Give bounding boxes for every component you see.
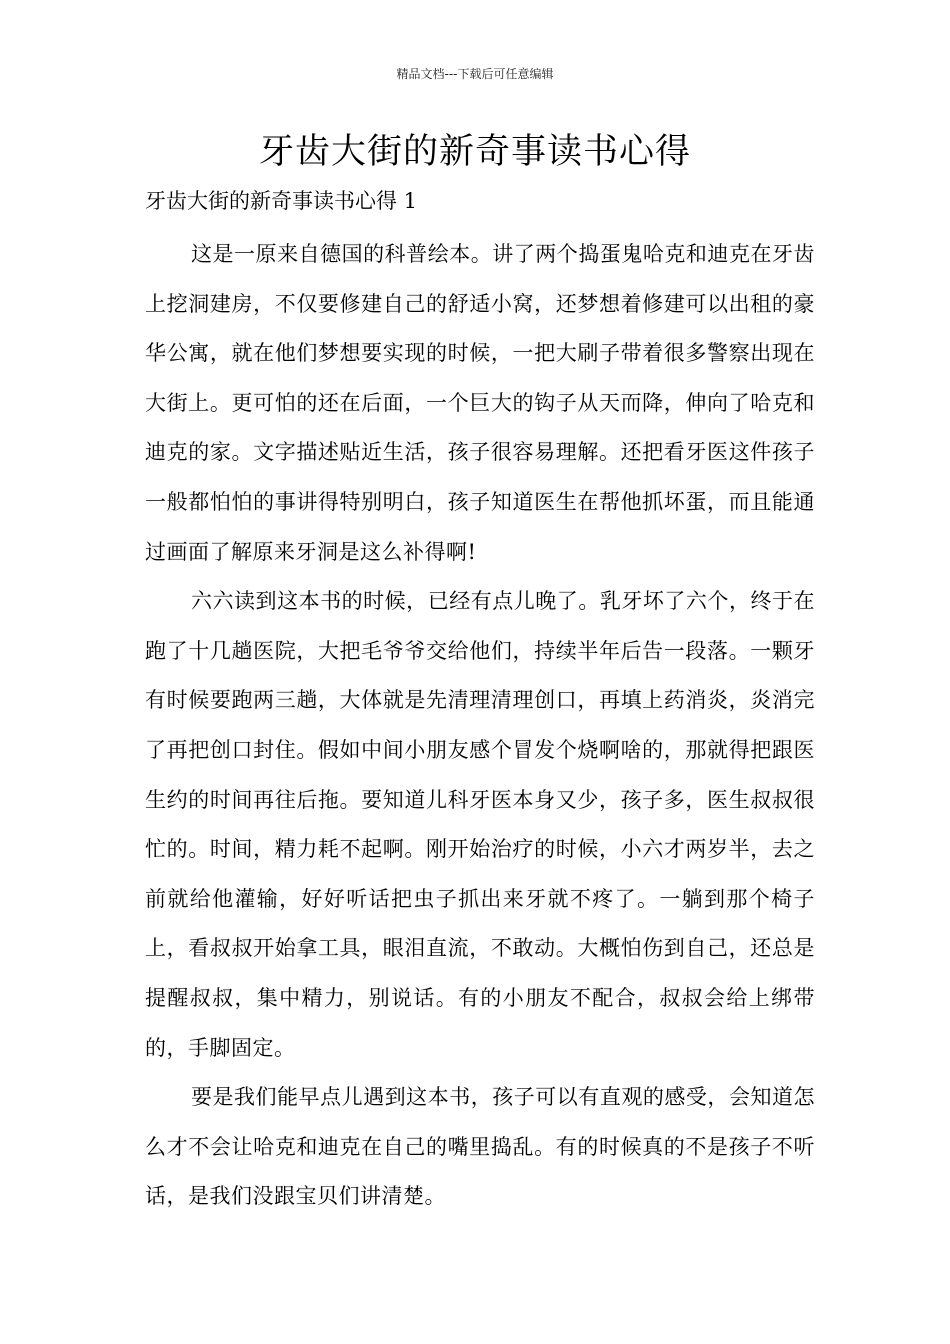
document-title: 牙齿大街的新奇事读书心得 xyxy=(258,132,691,172)
section-heading: 牙齿大街的新奇事读书心得 1 xyxy=(145,189,418,213)
body-text xyxy=(145,230,815,1222)
paragraph-1: 这是一原来自德国的科普绘本。讲了两个捣蛋鬼哈克和迪克在牙齿上挖洞建房，不仅要修建自己的舒适小窝，还梦想着修建可以出租的豪华公寓，就在他们梦想要实现的时候，一把大刷子带着很多警察出现在大街上。更可怕的还在后面，一个巨大的钩子从天而降，伸向了哈克和迪克的家。文字描述贴近生活，孩子很容易理解。还把看牙医这件孩子一般都怕怕的事讲得特别明白，孩子知道医生在帮他抓坏蛋，而且能通过画面了解原来牙洞是这么补得啊! xyxy=(145,242,815,564)
paragraph-3: 要是我们能早点儿遇到这本书，孩子可以有直观的感受，会知道怎么才不会让哈克和迪克在自己的嘴里捣乱。有的时候真的不是孩子不听话，是我们没跟宝贝们讲清楚。 xyxy=(145,1085,815,1209)
paragraph-2: 六六读到这本书的时候，已经有点儿晚了。乳牙坏了六个，终于在跑了十几趟医院，大把毛爷爷交给他们，持续半年后告一段落。一颗牙有时候要跑两三趟，大体就是先清理清理创口，再填上药消炎，炎消完了再把创口封住。假如中间小朋友感个冒发个烧啊啥的，那就得把跟医生约的时间再往后拖。要知道儿科牙医本身又少，孩子多，医生叔叔很忙的。时间，精力耗不起啊。刚开始治疗的时候，小六才两岁半，去之前就给他灌输，好好听话把虫子抓出来牙就不疼了。一躺到那个椅子上，看叔叔开始拿工具，眼泪直流，不敢动。大概怕伤到自己，还总是提醒叔叔，集中精力，别说话。有的小朋友不配合，叔叔会给上绑带的，手脚固定。 xyxy=(145,589,815,1060)
page-header-note: 精品文档---下载后可任意编辑 xyxy=(396,67,554,81)
